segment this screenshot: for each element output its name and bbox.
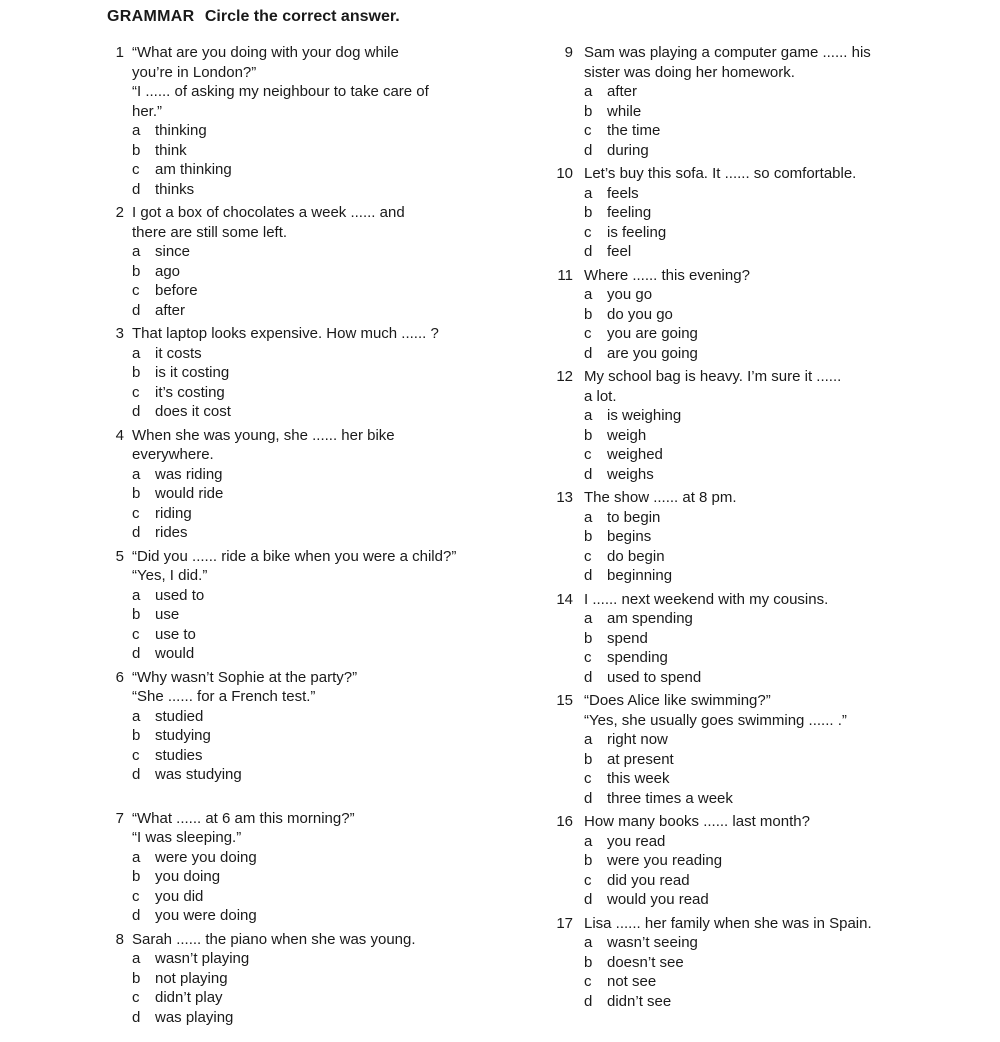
option-letter: b [132, 727, 141, 744]
answer-option-d[interactable] [584, 890, 973, 910]
option-letter: d [132, 1008, 141, 1026]
answer-option-c[interactable] [584, 547, 973, 567]
option-text: are you going [607, 344, 698, 362]
question-body [132, 203, 528, 320]
answer-option-b[interactable] [132, 867, 528, 887]
question-prompt-line: Let’s buy this sofa. It ...... so comfortable. [584, 165, 857, 182]
question-prompt-line: “Yes, she usually goes swimming ...... .” [584, 711, 847, 729]
question-number: 13 [556, 489, 573, 506]
answer-option-b[interactable] [132, 605, 528, 625]
question-prompt-line: “Why wasn’t Sophie at the party?” [132, 668, 358, 686]
question-prompt-line: her.” [132, 102, 163, 120]
answer-option-b[interactable] [584, 851, 973, 871]
option-letter: a [584, 407, 593, 424]
option-letter: d [132, 645, 141, 662]
question-11 [553, 266, 973, 364]
answer-option-d[interactable] [584, 344, 973, 364]
option-text: right now [607, 731, 668, 748]
answer-option-d[interactable] [132, 644, 528, 664]
option-text: riding [155, 504, 192, 522]
answer-option-b[interactable] [584, 953, 973, 973]
answer-option-c[interactable] [132, 625, 528, 645]
option-letter: c [584, 122, 592, 139]
question-12 [553, 367, 973, 484]
option-letter: c [584, 973, 592, 990]
option-letter: a [584, 508, 593, 526]
answer-option-d[interactable] [584, 141, 973, 161]
answer-option-b[interactable] [584, 305, 973, 325]
option-text: since [155, 243, 191, 260]
option-text: feels [607, 184, 639, 202]
option-letter: a [584, 610, 593, 627]
answer-option-b[interactable] [584, 527, 973, 547]
option-letter: c [584, 649, 592, 666]
option-text: not see [607, 973, 657, 990]
option-letter: b [132, 969, 141, 987]
question-14 [553, 590, 973, 688]
option-text: you go [607, 286, 653, 303]
option-text: you were doing [155, 907, 257, 924]
answer-option-d[interactable] [132, 301, 528, 321]
option-letter: a [132, 586, 141, 604]
answer-option-b[interactable] [132, 262, 528, 282]
answer-option-c[interactable] [584, 121, 973, 141]
option-letter: c [584, 547, 592, 565]
option-letter: c [132, 625, 140, 643]
option-text: use to [155, 625, 196, 643]
question-number: 4 [115, 426, 124, 444]
question-prompt-line: “What ...... at 6 am this morning?” [132, 809, 355, 827]
option-text: you doing [155, 868, 221, 885]
question-prompt-line: Where ...... this evening? [584, 266, 750, 284]
answer-option-a[interactable] [584, 609, 973, 629]
question-7 [108, 809, 528, 926]
question-8 [108, 930, 528, 1028]
instruction-text: Circle the correct answer. [204, 8, 400, 25]
question-prompt-line: a lot. [584, 387, 617, 405]
option-letter: a [132, 344, 141, 362]
option-letter: b [584, 852, 593, 869]
question-number: 3 [115, 325, 124, 342]
answer-option-d[interactable] [584, 668, 973, 688]
option-letter: a [132, 465, 141, 483]
option-letter: c [132, 887, 140, 905]
answer-option-d[interactable] [584, 992, 973, 1012]
answer-option-a[interactable] [584, 508, 973, 528]
option-letter: c [584, 871, 592, 889]
option-letter: c [584, 446, 592, 463]
answer-option-a[interactable] [584, 184, 973, 204]
option-letter: c [132, 161, 140, 178]
answer-option-d[interactable] [132, 180, 528, 200]
option-text: does it cost [155, 403, 231, 420]
option-letter: c [132, 746, 140, 764]
option-text: is it costing [155, 364, 230, 381]
answer-option-c[interactable] [584, 445, 973, 465]
answer-option-a[interactable] [584, 285, 973, 305]
option-letter: b [132, 262, 141, 280]
option-letter: a [584, 934, 593, 951]
question-number: 1 [115, 44, 124, 61]
option-text: used to [155, 586, 205, 604]
question-prompt-line: Sam was playing a computer game ...... his [584, 44, 871, 61]
option-text: use [155, 606, 180, 623]
option-text: during [607, 141, 649, 159]
option-letter: a [584, 286, 593, 303]
answer-option-a[interactable] [584, 406, 973, 426]
question-prompt-line: How many books ...... last month? [584, 813, 810, 830]
option-text: begins [607, 528, 652, 545]
answer-option-c[interactable] [132, 281, 528, 301]
answer-option-c[interactable] [584, 972, 973, 992]
option-text: this week [607, 770, 670, 787]
answer-option-d[interactable] [132, 1008, 528, 1028]
option-letter: c [132, 383, 140, 401]
answer-option-a[interactable] [132, 949, 528, 969]
option-text: spend [607, 629, 648, 647]
option-letter: d [584, 891, 593, 908]
answer-option-a[interactable] [584, 82, 973, 102]
answer-option-c[interactable] [132, 988, 528, 1008]
answer-option-c[interactable] [584, 871, 973, 891]
option-text: studied [155, 707, 204, 725]
question-prompt-line: sister was doing her homework. [584, 63, 795, 81]
answer-option-a[interactable] [132, 242, 528, 262]
option-letter: b [132, 868, 141, 885]
question-prompt-line: “Does Alice like swimming?” [584, 692, 771, 709]
answer-option-c[interactable] [584, 769, 973, 789]
answer-option-a[interactable] [132, 848, 528, 868]
answer-option-b[interactable] [584, 426, 973, 446]
question-prompt-line: “Yes, I did.” [132, 567, 208, 584]
option-text: while [607, 102, 642, 120]
option-text: was playing [155, 1008, 234, 1026]
question-16 [553, 812, 973, 910]
question-body [584, 266, 973, 364]
option-text: is feeling [607, 223, 667, 241]
option-letter: d [132, 766, 141, 783]
question-prompt-line: The show ...... at 8 pm. [584, 489, 737, 506]
option-letter: d [584, 465, 593, 483]
question-prompt-line: “She ...... for a French test.” [132, 688, 316, 705]
option-text: would [155, 645, 195, 662]
question-prompt-line: I got a box of chocolates a week ...... and [132, 204, 405, 221]
option-text: would ride [155, 485, 224, 502]
option-letter: b [584, 629, 593, 647]
option-letter: b [584, 426, 593, 444]
question-number: 7 [115, 809, 124, 827]
question-17 [553, 914, 973, 1012]
question-prompt-line: My school bag is heavy. I’m sure it ...... [584, 368, 842, 385]
question-body [584, 691, 973, 808]
option-letter: a [584, 832, 593, 850]
option-letter: a [132, 707, 141, 725]
option-text: think [155, 141, 187, 159]
option-letter: a [132, 122, 141, 139]
option-letter: b [584, 953, 593, 971]
option-text: wasn’t seeing [607, 934, 698, 951]
question-prompt-line: there are still some left. [132, 223, 288, 241]
answer-option-c[interactable] [584, 324, 973, 344]
question-prompt-line: When she was young, she ...... her bike [132, 426, 395, 444]
answer-option-c[interactable] [132, 383, 528, 403]
question-body [584, 590, 973, 688]
question-prompt-line: you’re in London?” [132, 63, 257, 81]
option-letter: d [584, 243, 593, 260]
question-prompt-line: “I ...... of asking my neighbour to take care of [132, 83, 429, 100]
question-prompt-line: “What are you doing with your dog while [132, 44, 399, 61]
option-text: weighed [607, 446, 663, 463]
question-body [584, 914, 973, 1012]
answer-option-a[interactable] [132, 707, 528, 727]
question-6 [108, 668, 528, 785]
question-prompt-line: I ...... next weekend with my cousins. [584, 590, 829, 608]
answer-option-c[interactable] [584, 223, 973, 243]
option-text: is weighing [607, 407, 682, 424]
option-text: ago [155, 262, 181, 280]
option-text: spending [607, 649, 668, 666]
option-text: were you reading [607, 852, 723, 869]
answer-option-d[interactable] [584, 465, 973, 485]
option-text: feeling [607, 204, 652, 221]
section-heading: GRAMMAR [107, 8, 195, 25]
worksheet-title [107, 8, 400, 26]
answer-option-a[interactable] [132, 344, 528, 364]
option-text: to begin [607, 508, 661, 526]
option-letter: b [584, 750, 593, 768]
option-letter: d [584, 789, 593, 807]
left-question-column [108, 43, 528, 1027]
question-body [132, 43, 528, 199]
option-text: didn’t play [155, 989, 223, 1006]
question-number: 16 [556, 813, 573, 830]
answer-option-d[interactable] [132, 906, 528, 926]
answer-option-a[interactable] [132, 465, 528, 485]
question-number: 2 [115, 204, 124, 221]
answer-option-c[interactable] [132, 887, 528, 907]
option-text: weighs [607, 465, 654, 483]
answer-option-b[interactable] [584, 102, 973, 122]
option-letter: b [132, 364, 141, 381]
answer-option-d[interactable] [584, 242, 973, 262]
answer-option-b[interactable] [584, 750, 973, 770]
option-letter: b [132, 606, 141, 623]
answer-option-b[interactable] [132, 363, 528, 383]
option-letter: c [584, 223, 592, 241]
question-5 [108, 547, 528, 664]
option-letter: d [132, 907, 141, 924]
option-letter: c [132, 504, 140, 522]
option-text: used to spend [607, 668, 702, 686]
option-text: the time [607, 122, 661, 139]
question-number: 17 [556, 914, 573, 932]
option-letter: c [584, 325, 592, 342]
option-letter: d [132, 180, 141, 198]
answer-option-a[interactable] [584, 933, 973, 953]
question-3 [108, 324, 528, 422]
option-letter: c [132, 282, 140, 299]
option-letter: d [584, 567, 593, 584]
option-text: after [607, 83, 638, 100]
question-9 [553, 43, 973, 160]
option-text: was riding [155, 465, 223, 483]
question-body [584, 812, 973, 910]
answer-option-a[interactable] [584, 832, 973, 852]
question-body [132, 426, 528, 543]
question-body [584, 367, 973, 484]
answer-option-b[interactable] [584, 203, 973, 223]
question-number: 11 [557, 266, 573, 284]
right-question-column [553, 43, 973, 1011]
option-text: you are going [607, 325, 698, 342]
question-number: 8 [115, 930, 124, 948]
answer-option-d[interactable] [132, 523, 528, 543]
option-text: studies [155, 746, 203, 764]
question-body [132, 547, 528, 664]
answer-option-b[interactable] [132, 726, 528, 746]
question-prompt-line: Sarah ...... the piano when she was young. [132, 930, 416, 948]
question-4 [108, 426, 528, 543]
option-text: were you doing [155, 848, 257, 866]
option-text: do begin [607, 547, 665, 565]
question-prompt-line: “Did you ...... ride a bike when you were a child?” [132, 547, 457, 565]
answer-option-c[interactable] [132, 504, 528, 524]
answer-option-d[interactable] [584, 566, 973, 586]
option-text: you did [155, 887, 204, 905]
option-text: doesn’t see [607, 953, 684, 971]
answer-option-d[interactable] [132, 402, 528, 422]
question-number: 12 [556, 368, 573, 385]
answer-option-a[interactable] [584, 730, 973, 750]
option-text: studying [155, 727, 211, 744]
option-text: didn’t see [607, 992, 672, 1010]
question-body [132, 809, 528, 926]
question-number: 6 [115, 668, 124, 686]
option-text: thinking [155, 122, 207, 139]
option-text: not playing [155, 969, 228, 987]
option-text: do you go [607, 305, 673, 323]
option-letter: b [132, 485, 141, 502]
option-text: wasn’t playing [155, 950, 250, 967]
option-text: thinks [155, 180, 195, 198]
question-body [584, 164, 973, 262]
question-body [132, 668, 528, 785]
question-body [584, 488, 973, 586]
option-text: it’s costing [155, 383, 225, 401]
answer-option-c[interactable] [584, 648, 973, 668]
option-letter: a [132, 243, 141, 260]
question-prompt-line: everywhere. [132, 446, 214, 463]
option-letter: a [132, 950, 141, 967]
option-letter: a [584, 184, 593, 202]
option-text: you read [607, 832, 666, 850]
question-13 [553, 488, 973, 586]
answer-option-b[interactable] [584, 629, 973, 649]
answer-option-b[interactable] [132, 141, 528, 161]
question-prompt-line: That laptop looks expensive. How much ...... ? [132, 325, 439, 342]
answer-option-b[interactable] [132, 969, 528, 989]
answer-option-c[interactable] [132, 160, 528, 180]
option-letter: d [132, 524, 141, 541]
option-letter: c [132, 989, 140, 1006]
option-letter: a [584, 731, 593, 748]
option-text: it costs [155, 344, 202, 362]
question-number: 14 [556, 590, 573, 608]
option-text: beginning [607, 567, 673, 584]
option-text: three times a week [607, 789, 733, 807]
answer-option-b[interactable] [132, 484, 528, 504]
option-text: did you read [607, 871, 690, 889]
question-prompt-line: Lisa ...... her family when she was in Spain. [584, 914, 872, 932]
option-letter: d [132, 301, 141, 319]
question-body [584, 43, 973, 160]
answer-option-d[interactable] [132, 765, 528, 785]
answer-option-a[interactable] [132, 121, 528, 141]
option-letter: b [584, 102, 593, 120]
option-text: before [155, 282, 198, 299]
option-letter: c [584, 770, 592, 787]
option-text: after [155, 301, 186, 319]
option-text: rides [155, 524, 188, 541]
question-prompt-line: “I was sleeping.” [132, 829, 242, 846]
option-text: am thinking [155, 161, 232, 178]
question-10 [553, 164, 973, 262]
question-number: 10 [556, 165, 573, 182]
option-letter: b [584, 305, 593, 323]
option-letter: b [132, 141, 141, 159]
question-1 [108, 43, 528, 199]
option-letter: d [132, 403, 141, 420]
question-body [132, 324, 528, 422]
question-15 [553, 691, 973, 808]
question-body [132, 930, 528, 1028]
answer-option-c[interactable] [132, 746, 528, 766]
question-2 [108, 203, 528, 320]
option-letter: b [584, 204, 593, 221]
option-letter: d [584, 992, 593, 1010]
option-text: at present [607, 750, 674, 768]
option-text: would you read [607, 891, 709, 908]
option-letter: a [584, 83, 593, 100]
option-letter: d [584, 344, 593, 362]
option-letter: d [584, 668, 593, 686]
question-number: 15 [556, 692, 573, 709]
answer-option-d[interactable] [584, 789, 973, 809]
option-text: weigh [607, 426, 647, 444]
option-text: am spending [607, 610, 693, 627]
question-number: 5 [115, 547, 124, 565]
option-text: was studying [155, 766, 242, 783]
question-number: 9 [564, 44, 573, 61]
answer-option-a[interactable] [132, 586, 528, 606]
option-text: feel [607, 243, 632, 260]
option-letter: a [132, 848, 141, 866]
option-letter: b [584, 528, 593, 545]
option-letter: d [584, 141, 593, 159]
